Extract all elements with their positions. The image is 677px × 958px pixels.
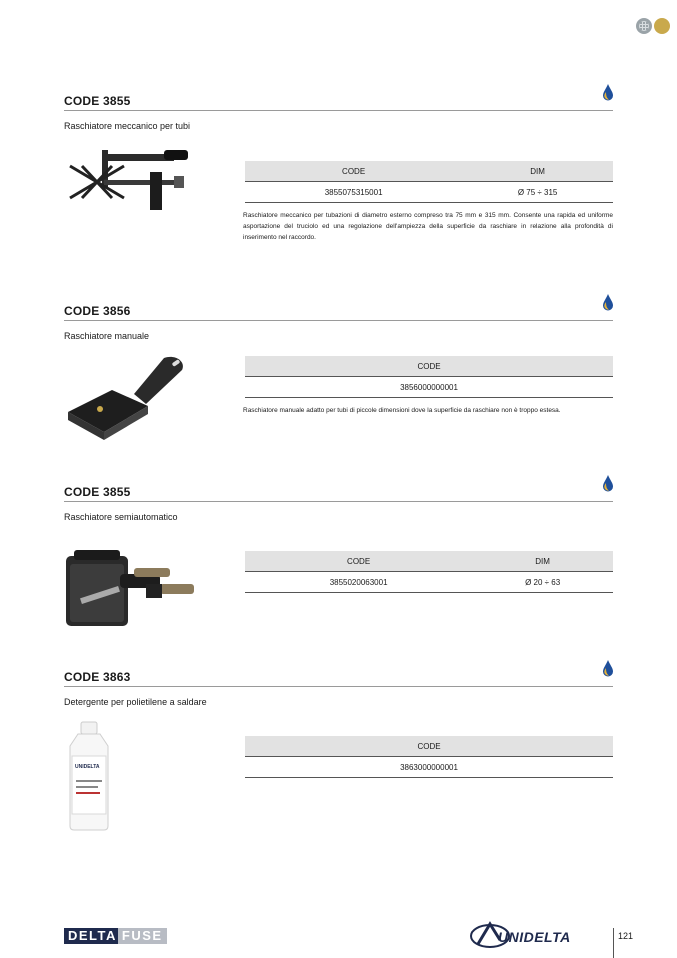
table-row (245, 182, 613, 203)
logo-delta-text: DELTA (64, 928, 121, 944)
section-title: CODE 3863 (64, 670, 131, 684)
product-section-3856 (64, 303, 613, 341)
section-subtitle: Detergente per polietilene a saldare (64, 697, 207, 707)
section-title: CODE 3856 (64, 304, 131, 318)
section-divider (64, 320, 613, 321)
product-table (245, 356, 613, 398)
semiautomatic-scraper-kit-image (64, 544, 199, 630)
table-cell-dim: Ø 20 ÷ 63 (472, 572, 613, 593)
table-cell-code: 3855075315001 (245, 182, 462, 203)
table-cell-dim: Ø 75 ÷ 315 (462, 182, 613, 203)
section-subtitle: Raschiatore manuale (64, 331, 150, 341)
product-table (245, 736, 613, 778)
product-section-3855-mechanical (64, 93, 613, 131)
table-header-dim: DIM (472, 551, 613, 572)
table-header-code: CODE (245, 551, 472, 572)
water-drop-icon (601, 474, 613, 492)
detergent-bottle-image (64, 720, 114, 832)
table-header-code: CODE (245, 161, 462, 182)
product-section-3855-semiautomatic (64, 484, 613, 522)
water-drop-icon (601, 83, 613, 101)
section-subtitle: Raschiatore semiautomatico (64, 512, 178, 522)
section-divider (64, 686, 613, 687)
product-table (245, 161, 613, 203)
gold-circle-icon (654, 18, 670, 34)
section-subtitle: Raschiatore meccanico per tubi (64, 121, 191, 131)
table-row (245, 377, 613, 398)
table-header-code: CODE (245, 736, 613, 757)
unidelta-logo (470, 920, 610, 950)
section-title: CODE 3855 (64, 94, 131, 108)
manual-scraper-image (64, 352, 194, 444)
section-divider (64, 501, 613, 502)
table-cell-code: 3863000000001 (245, 757, 613, 778)
page-number-divider (613, 928, 614, 958)
mechanical-scraper-image (64, 144, 194, 216)
product-section-3863 (64, 669, 613, 707)
language-globe-icon (636, 18, 652, 34)
logo-fuse-text: FUSE (118, 928, 167, 944)
water-drop-icon (601, 659, 613, 677)
table-row (245, 757, 613, 778)
table-header-dim: DIM (462, 161, 613, 182)
page-number: 121 (618, 931, 634, 941)
unidelta-logo-text: UNIDELTA (498, 929, 571, 945)
water-drop-icon (601, 293, 613, 311)
table-header-code: CODE (245, 356, 613, 377)
product-description: Raschiatore meccanico per tubazioni di diametro esterno compreso tra 75 mm e 315 mm. Consente una rapida ed uniforme asportazione del truciolo ed una regolazione dell'ampiezza della superficie da raschiare in relazione alla profondità di inserimento nel raccordo. (243, 212, 613, 241)
section-title: CODE 3855 (64, 485, 131, 499)
table-cell-code: 3855020063001 (245, 572, 472, 593)
table-cell-code: 3856000000001 (245, 377, 613, 398)
section-divider (64, 110, 613, 111)
table-row (245, 572, 613, 593)
bottle-label-text: UNIDELTA (75, 764, 100, 770)
product-description: Raschiatore manuale adatto per tubi di piccole dimensioni dove la superficie da raschiare non è troppo estesa. (243, 407, 561, 414)
deltafuse-logo (64, 927, 167, 945)
product-table (245, 551, 613, 593)
